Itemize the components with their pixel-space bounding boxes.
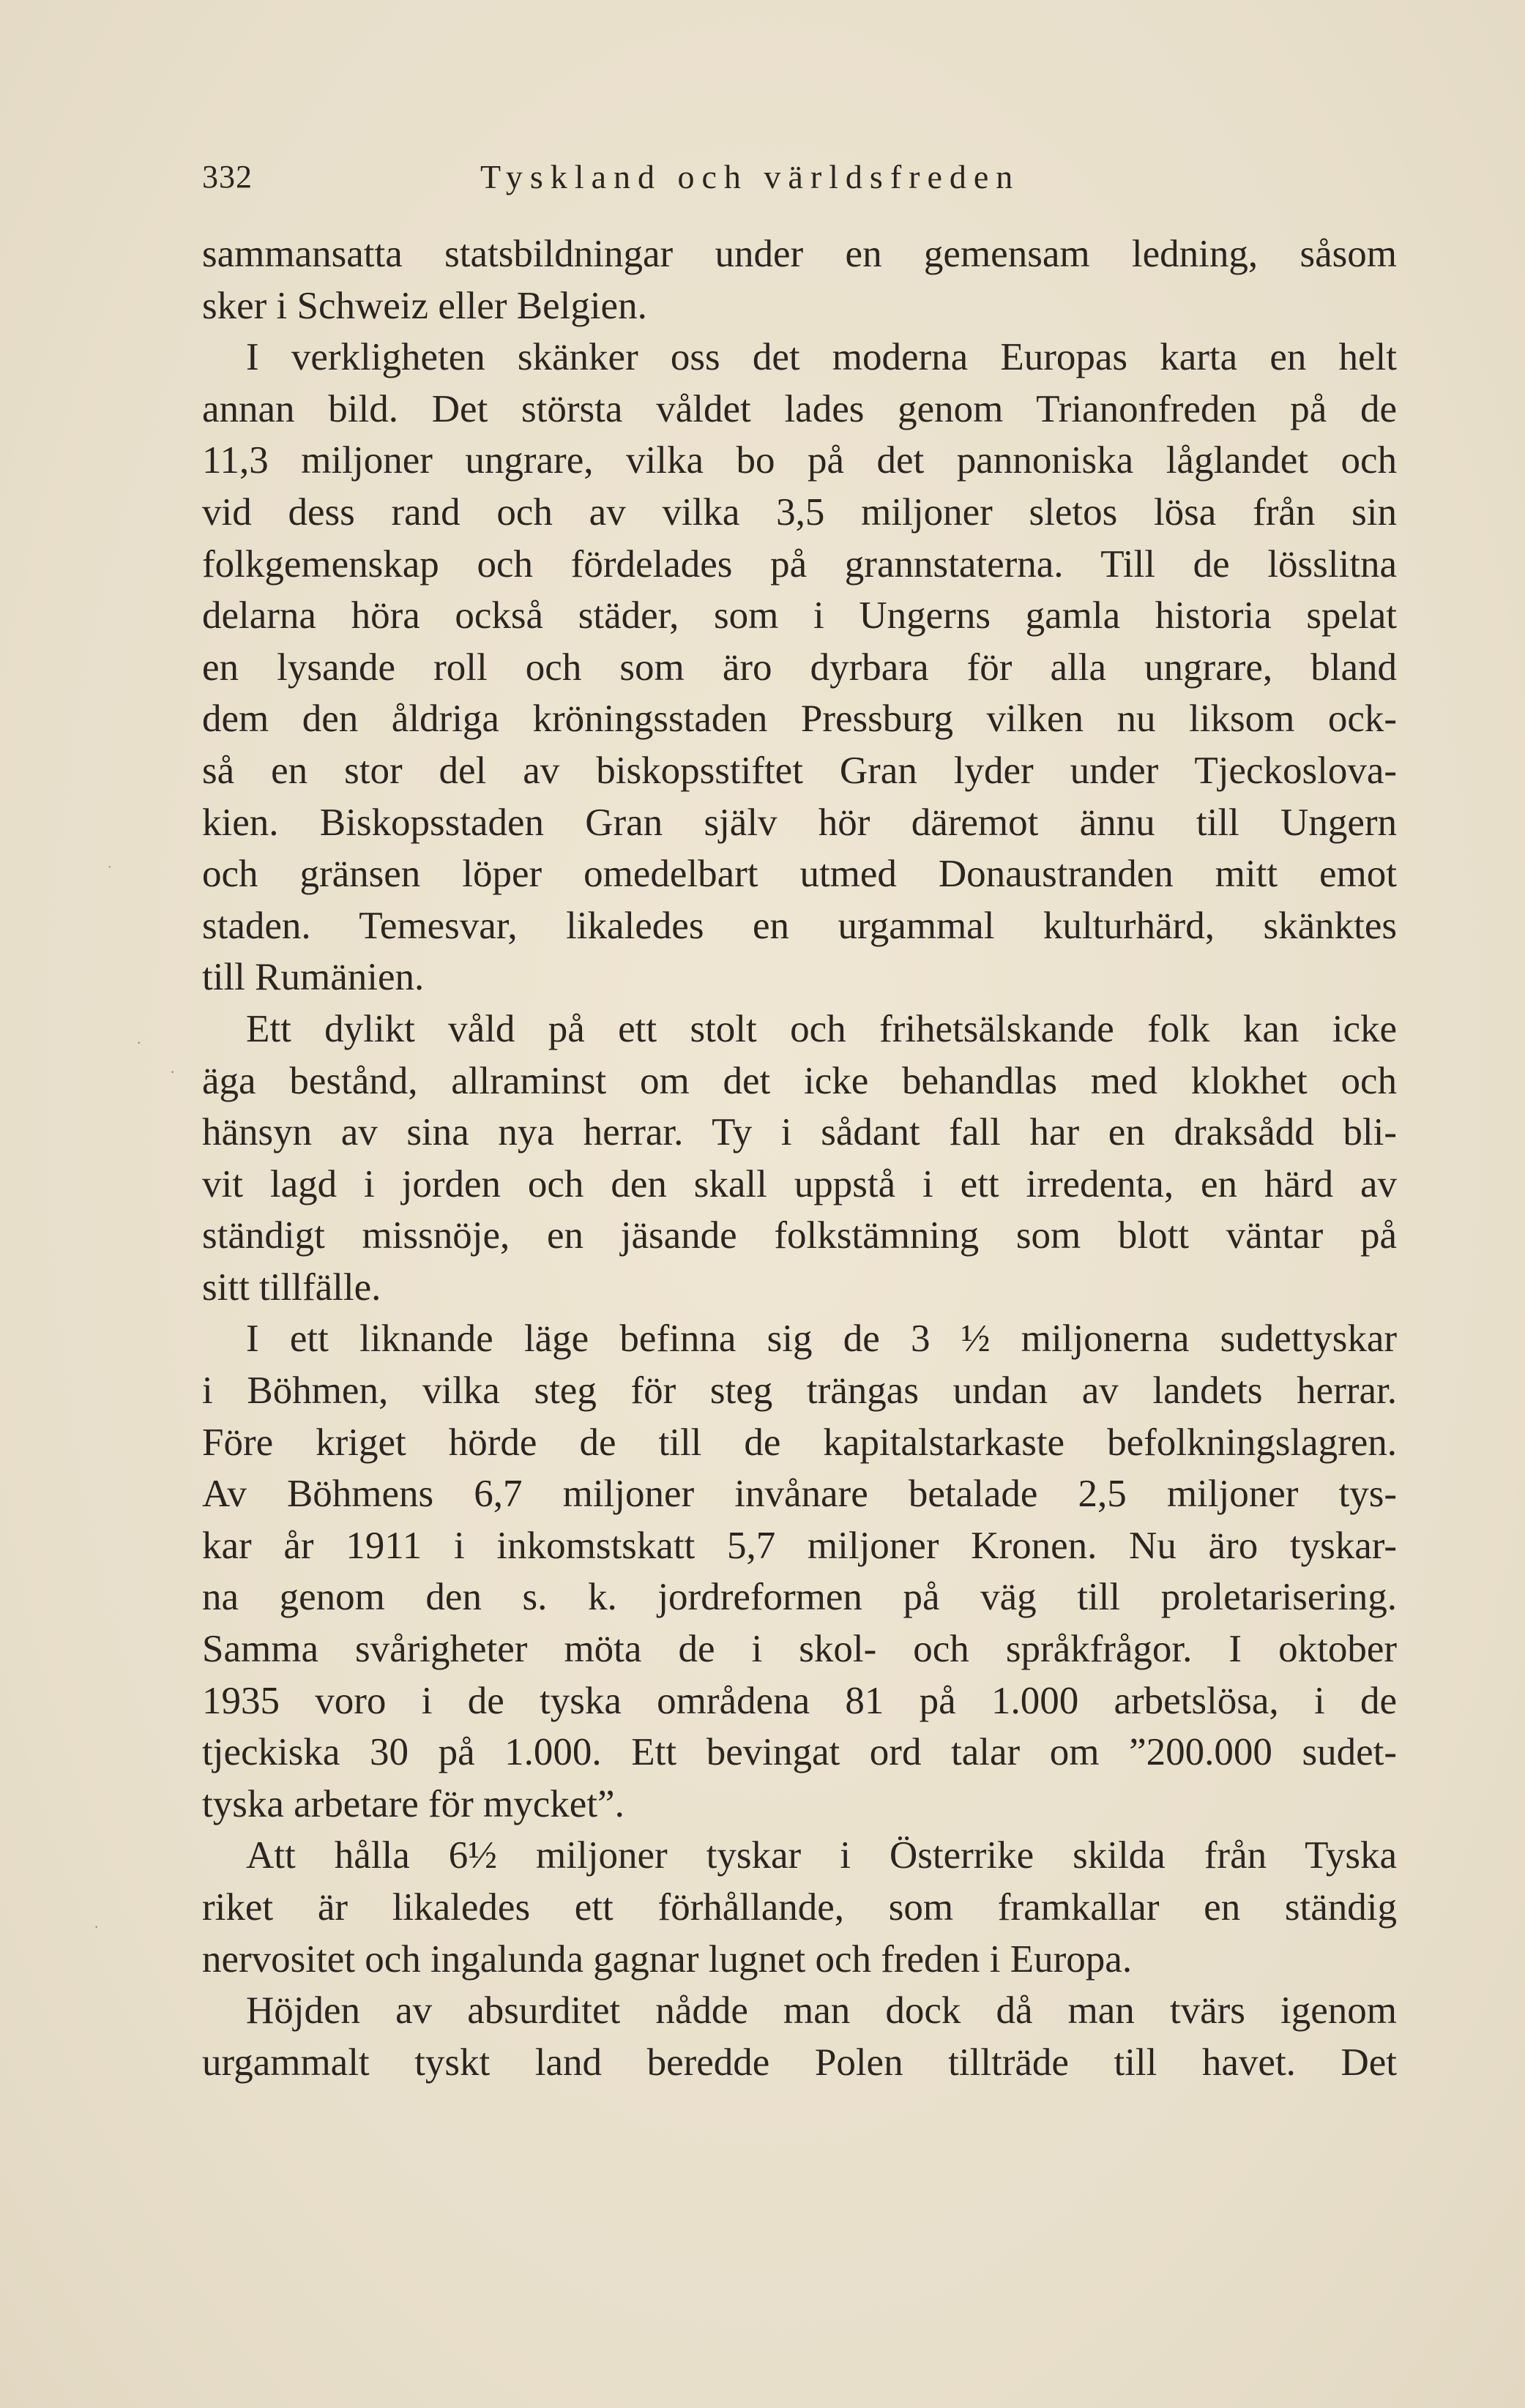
text-line: Ett dylikt våld på ett stolt och frihetsälskande folk kan icke bbox=[246, 1007, 1397, 1050]
page-number: 332 bbox=[202, 159, 253, 195]
text-line: 1935 voro i de tyska områdena 81 på 1.000 arbetslösa, i de bbox=[202, 1679, 1397, 1722]
text-line: tjeckiska 30 på 1.000. Ett bevingat ord talar om ”200.000 sudet- bbox=[202, 1731, 1397, 1774]
running-head bbox=[202, 155, 1395, 206]
text-line: delarna höra också städer, som i Ungerns gamla historia spelat bbox=[202, 594, 1397, 637]
text-line: kar år 1911 i inkomstskatt 5,7 miljoner Kronen. Nu äro tyskar- bbox=[202, 1524, 1397, 1567]
text-line: Höjden av absurditet nådde man dock då man tvärs igenom bbox=[246, 1989, 1397, 2033]
text-line: vit lagd i jorden och den skall uppstå i ett irredenta, en härd av bbox=[202, 1162, 1397, 1205]
paragraph-1 bbox=[202, 228, 1397, 332]
text-line: dem den åldriga kröningsstaden Pressburg vilken nu liksom ock- bbox=[202, 698, 1397, 741]
text-line: I verkligheten skänker oss det moderna Europas karta en helt bbox=[246, 336, 1397, 379]
paragraph-3 bbox=[202, 1003, 1397, 1314]
paper-speck: · bbox=[94, 1918, 100, 1936]
text-line: sker i Schweiz eller Belgien. bbox=[202, 284, 647, 327]
text-line: Samma svårigheter möta de i skol- och språkfrågor. I oktober bbox=[202, 1628, 1397, 1671]
text-line: Före kriget hörde de till de kapitalstarkaste befolkningslagren. bbox=[202, 1421, 1397, 1464]
text-line: urgammalt tyskt land beredde Polen tillträde till havet. Det bbox=[202, 2041, 1397, 2084]
running-title: Tyskland och världsfreden bbox=[480, 158, 1021, 195]
paragraph-2 bbox=[202, 332, 1397, 1003]
text-line: vid dess rand och av vilka 3,5 miljoner sletos lösa från sin bbox=[202, 490, 1397, 534]
text-line: Av Böhmens 6,7 miljoner invånare betalade 2,5 miljoner tys- bbox=[202, 1473, 1397, 1516]
text-line: Att hålla 6½ miljoner tyskar i Österrike skilda från Tyska bbox=[246, 1834, 1397, 1877]
text-line: kien. Biskopsstaden Gran själv hör däremot ännu till Ungern bbox=[202, 801, 1397, 844]
paragraph-4 bbox=[202, 1313, 1397, 1830]
text-line: folkgemenskap och fördelades på grannstaterna. Till de lösslitna bbox=[202, 542, 1397, 586]
text-line: ständigt missnöje, en jäsande folkstämning som blott väntar på bbox=[202, 1214, 1397, 1257]
paper-speck: · bbox=[170, 1063, 176, 1081]
paragraph-5 bbox=[202, 1830, 1397, 1985]
text-line: sammansatta statsbildningar under en gemensam ledning, såsom bbox=[202, 233, 1397, 275]
paragraph-6 bbox=[202, 1985, 1397, 2088]
text-line: annan bild. Det största våldet lades genom Trianonfreden på de bbox=[202, 387, 1397, 430]
paper-speck: · bbox=[136, 1033, 142, 1052]
text-line: na genom den s. k. jordreformen på väg till proletarisering. bbox=[202, 1576, 1397, 1619]
text-line: hänsyn av sina nya herrar. Ty i sådant fall har en draksådd bli- bbox=[202, 1111, 1397, 1154]
text-line: tyska arbetare för mycket”. bbox=[202, 1782, 624, 1825]
text-line: äga bestånd, allraminst om det icke behandlas med klokhet och bbox=[202, 1059, 1397, 1102]
text-line: en lysande roll och som äro dyrbara för alla ungrare, bland bbox=[202, 646, 1397, 689]
text-line: i Böhmen, vilka steg för steg trängas undan av landets herrar. bbox=[202, 1369, 1397, 1413]
text-line: nervositet och ingalunda gagnar lugnet och freden i Europa. bbox=[202, 1937, 1133, 1981]
text-line: I ett liknande läge befinna sig de 3 ½ miljonerna sudettyskar bbox=[246, 1317, 1397, 1361]
text-line: 11,3 miljoner ungrare, vilka bo på det pannoniska låglandet och bbox=[202, 439, 1397, 482]
paper-speck: ˙ bbox=[107, 862, 113, 880]
text-line: och gränsen löper omedelbart utmed Donaustranden mitt emot bbox=[202, 853, 1397, 896]
body-text bbox=[202, 228, 1397, 2088]
text-line: riket är likaledes ett förhållande, som framkallar en ständig bbox=[202, 1886, 1397, 1929]
text-line: så en stor del av biskopsstiftet Gran lyder under Tjeckoslova- bbox=[202, 749, 1397, 792]
text-line: till Rumänien. bbox=[202, 956, 425, 999]
text-line: staden. Temesvar, likaledes en urgammal kulturhärd, skänktes bbox=[202, 904, 1397, 947]
text-line: sitt tillfälle. bbox=[202, 1265, 381, 1309]
